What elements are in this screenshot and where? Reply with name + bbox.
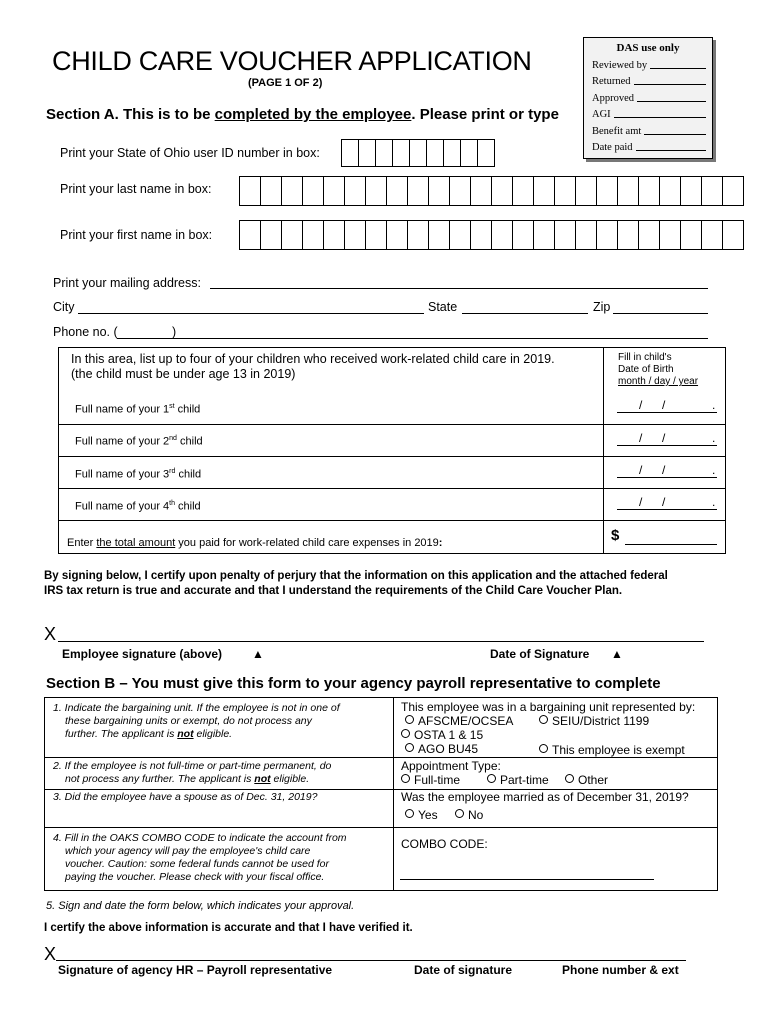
radio-label: Full-time [414,773,461,787]
child-label-text: Full name of your 3 [75,468,170,481]
char-box[interactable] [681,176,702,206]
char-box[interactable] [345,220,366,250]
arrow-up-icon: ▲ [611,647,623,661]
das-field-agi[interactable] [592,105,706,121]
city-line[interactable] [78,313,424,314]
instruction-5: 5. Sign and date the form below, which indicates your approval. [46,900,355,912]
char-box[interactable] [366,176,387,206]
das-line [644,134,706,135]
hr-signature-label: Signature of agency HR – Payroll representative [58,963,333,977]
ordinal-suffix: th [169,500,175,507]
row-divider [59,520,725,521]
employee-signature-label: Employee signature (above) [62,647,223,661]
date-separator: / [639,431,643,445]
hr-certification: I certify the above information is accurate and that I have verified it. [44,922,413,934]
char-box[interactable] [282,220,303,250]
appointment-type-title: Appointment Type: [401,759,501,773]
radio-label: Yes [418,808,438,822]
radio-circle-icon[interactable] [455,809,464,818]
child-4-dob-field[interactable] [617,494,717,510]
char-box[interactable] [534,176,555,206]
das-use-only-box [583,37,713,159]
row-divider [45,757,717,758]
char-box[interactable] [324,220,345,250]
child-2-dob-field[interactable] [617,430,717,446]
phone-label: Phone no. ( [53,325,118,339]
char-box[interactable] [555,220,576,250]
row-divider [45,827,717,828]
q1-not: not [177,728,194,740]
radio-circle-icon[interactable] [405,809,414,818]
last-name-boxes[interactable] [239,176,744,206]
char-box[interactable] [261,220,282,250]
char-box[interactable] [597,176,618,206]
certification-line1: By signing below, I certify upon penalty of perjury that the information on this application and the attached federal [44,570,668,582]
q1-text: further. The applicant is [65,728,178,740]
radio-no[interactable] [455,808,483,822]
dob-line3: month / day / year [618,376,699,387]
combo-code-label: COMBO CODE: [401,837,488,851]
q2-not: not [254,773,271,785]
signature-x-mark: X [44,624,57,644]
char-box[interactable] [282,176,303,206]
total-text: Enter [67,537,97,549]
char-box[interactable] [576,176,597,206]
q2-text: eligible. [270,773,310,785]
date-separator: / [662,431,666,445]
total-amount-field[interactable] [625,544,717,545]
char-box[interactable] [303,220,324,250]
char-box[interactable] [393,139,410,167]
radio-part-time[interactable] [487,773,549,787]
char-box[interactable] [702,176,723,206]
q4-line3: voucher. Caution: some federal funds cannot be used for [65,858,330,870]
q1-line3 [53,728,340,741]
das-field-returned[interactable] [592,72,706,88]
char-box[interactable] [261,176,282,206]
employee-signature-line[interactable] [58,641,704,642]
date-separator: / [639,463,643,477]
radio-circle-icon[interactable] [405,715,414,724]
das-label: Reviewed by [592,59,648,71]
radio-label: OSTA 1 & 15 [414,728,484,742]
char-box[interactable] [702,220,723,250]
children-table [58,347,726,554]
radio-ago[interactable] [405,742,478,756]
das-line [614,117,706,118]
certification-text [44,569,668,599]
total-amount-label [67,537,442,549]
total-text: you paid for work-related child care expenses in 2019 [175,537,439,549]
das-heading: DAS use only [616,42,680,54]
city-label: City [53,300,75,314]
hr-date-label: Date of signature [414,963,513,977]
child-row-4-label [75,500,201,513]
form-title: CHILD CARE VOUCHER APPLICATION [52,46,532,76]
char-box[interactable] [387,220,408,250]
dob-line2: Date of Birth [618,364,674,375]
page-indicator: (PAGE 1 OF 2) [248,77,323,89]
char-box[interactable] [341,139,359,167]
section-a-heading [46,106,559,123]
char-box[interactable] [429,176,450,206]
total-underlined: the total amount [96,537,176,549]
row-divider [59,424,725,425]
char-box[interactable] [513,220,534,250]
radio-label: AFSCME/OCSEA [418,714,514,728]
q4-line2: which your agency will pay the employee's child care [65,845,311,857]
child-label-text: child [175,500,201,513]
char-box[interactable] [555,176,576,206]
char-box[interactable] [618,220,639,250]
char-box[interactable] [639,176,660,206]
char-box[interactable] [534,220,555,250]
child-1-dob-field[interactable] [617,397,717,413]
q2-line1: 2. If the employee is not full-time or part-time permanent, do [53,760,332,772]
radio-circle-icon[interactable] [405,743,414,752]
user-id-label: Print your State of Ohio user ID number in box: [60,146,320,160]
das-line [636,150,706,151]
char-box[interactable] [639,220,660,250]
char-box[interactable] [492,220,513,250]
char-box[interactable] [471,220,492,250]
column-divider [603,348,604,553]
char-box[interactable] [723,220,744,250]
radio-circle-icon[interactable] [539,715,548,724]
radio-afscme[interactable] [405,714,513,728]
radio-circle-icon[interactable] [565,774,574,783]
das-line [650,68,706,69]
char-box[interactable] [408,220,429,250]
q1-text: eligible. [193,728,233,740]
first-name-label: Print your first name in box: [60,228,213,242]
das-line [634,84,707,85]
state-line[interactable] [462,313,588,314]
date-end: . [712,463,716,477]
hr-signature-x-mark: X [44,944,57,964]
question-1 [53,702,340,741]
combo-code-field[interactable] [400,879,654,880]
radio-yes[interactable] [405,808,438,822]
child-label-text: Full name of your 1 [75,403,170,416]
char-box[interactable] [324,176,345,206]
das-field-reviewed[interactable] [592,55,706,71]
char-box[interactable] [723,176,744,206]
dob-header [618,352,698,388]
arrow-up-icon: ▲ [252,647,264,661]
children-intro-line2: (the child must be under age 13 in 2019) [71,367,296,381]
date-separator: / [662,495,666,509]
child-3-dob-field[interactable] [617,462,717,478]
child-label-text: Full name of your 4 [75,500,170,513]
child-label-text: child [176,435,203,448]
certification-line2: IRS tax return is true and accurate and that I understand the requirements of the Child Care Voucher Plan. [44,585,623,597]
section-b-heading: Section B – You must give this form to your agency payroll representative to complete [46,675,661,692]
child-row-3-label [75,468,201,481]
char-box[interactable] [427,139,444,167]
question-3: 3. Did the employee have a spouse as of Dec. 31, 2019? [53,791,318,803]
char-box[interactable] [461,139,478,167]
char-box[interactable] [410,139,427,167]
radio-circle-icon[interactable] [487,774,496,783]
radio-label: Other [578,773,609,787]
ordinal-suffix: nd [169,435,177,442]
char-box[interactable] [366,220,387,250]
radio-circle-icon[interactable] [401,774,410,783]
radio-seiu[interactable] [539,714,649,728]
char-box[interactable] [660,220,681,250]
phone-close-paren: ) [172,325,177,339]
q4-line4: paying the voucher. Please check with your fiscal office. [65,871,325,883]
section-b-table [44,697,718,891]
child-row-1-label [75,403,200,416]
char-box[interactable] [471,176,492,206]
char-box[interactable] [345,176,366,206]
state-label: State [428,300,458,314]
char-box[interactable] [429,220,450,250]
section-a-underlined: completed by the employee [214,106,412,123]
date-end: . [712,398,716,412]
das-field-date-paid[interactable] [592,138,706,154]
date-end: . [712,431,716,445]
char-box[interactable] [450,220,471,250]
q1-line1: 1. Indicate the bargaining unit. If the employee is not in one of [53,702,340,714]
hr-signature-line[interactable] [56,960,686,961]
char-box[interactable] [513,176,534,206]
char-box[interactable] [239,176,261,206]
char-box[interactable] [597,220,618,250]
zip-line[interactable] [613,313,708,314]
married-question: Was the employee married as of December 31, 2019? [401,790,689,804]
radio-label: SEIU/District 1199 [552,714,650,728]
date-separator: / [662,398,666,412]
das-line [637,101,706,102]
das-field-benefit[interactable] [592,121,706,137]
zip-label: Zip [593,300,611,314]
date-separator: / [639,398,643,412]
q2-line2 [53,773,331,786]
char-box[interactable] [387,176,408,206]
date-separator: / [662,463,666,477]
q1-line2: these bargaining units or exempt, do not process any [65,715,312,727]
child-label-text: child [175,468,202,481]
mailing-address-line[interactable] [210,288,708,289]
child-label-text: Full name of your 2 [75,435,170,448]
das-label: Approved [592,92,634,104]
date-of-signature-label: Date of Signature [490,647,590,661]
char-box[interactable] [478,139,495,167]
char-box[interactable] [444,139,461,167]
char-box[interactable] [359,139,376,167]
q4-line1: 4. Fill in the OAKS COMBO CODE to indicate the account from [53,832,347,844]
radio-label: This employee is exempt [552,743,685,757]
char-box[interactable] [618,176,639,206]
mailing-address-label: Print your mailing address: [53,276,201,290]
column-divider [393,698,394,890]
row-divider [59,488,725,489]
char-box[interactable] [492,176,513,206]
child-label-text: child [174,403,201,416]
das-label: Returned [592,76,631,87]
dob-line1: Fill in child's [618,352,672,363]
radio-osta[interactable] [401,728,483,742]
radio-circle-icon[interactable] [401,729,410,738]
question-2 [53,760,331,786]
radio-label: Part-time [500,773,549,787]
radio-label: No [468,808,484,822]
char-box[interactable] [450,176,471,206]
radio-circle-icon[interactable] [539,744,548,753]
ordinal-suffix: rd [169,468,176,475]
phone-line[interactable] [117,338,708,339]
char-box[interactable] [660,176,681,206]
ordinal-suffix: st [169,403,175,410]
section-a-prefix: Section A. This is to be [46,106,215,123]
date-end: . [712,495,716,509]
total-colon: : [438,537,443,549]
das-field-approved[interactable] [592,88,706,104]
section-a-suffix: . Please print or type [411,106,559,123]
das-label: AGI [592,109,611,120]
user-id-boxes[interactable] [341,139,495,167]
children-intro [71,352,555,382]
radio-full-time[interactable] [401,773,460,787]
children-intro-line1: In this area, list up to four of your children who received work-related child care in 2019. [71,352,555,366]
das-label: Benefit amt [592,125,642,137]
row-divider [59,456,725,457]
char-box[interactable] [681,220,702,250]
char-box[interactable] [576,220,597,250]
first-name-boxes[interactable] [239,220,744,250]
child-row-2-label [75,435,203,448]
radio-label: AGO BU45 [418,742,479,756]
bargaining-unit-title: This employee was in a bargaining unit represented by: [401,700,696,714]
char-box[interactable] [408,176,429,206]
char-box[interactable] [239,220,261,250]
last-name-label: Print your last name in box: [60,182,212,196]
dollar-sign: $ [611,527,620,544]
radio-other[interactable] [565,773,608,787]
char-box[interactable] [303,176,324,206]
char-box[interactable] [376,139,393,167]
q2-text: not process any further. The applicant is [65,773,255,785]
radio-exempt[interactable] [539,743,685,757]
hr-phone-label: Phone number & ext [562,963,679,977]
question-4 [53,832,347,884]
date-separator: / [639,495,643,509]
das-label: Date paid [592,142,633,153]
